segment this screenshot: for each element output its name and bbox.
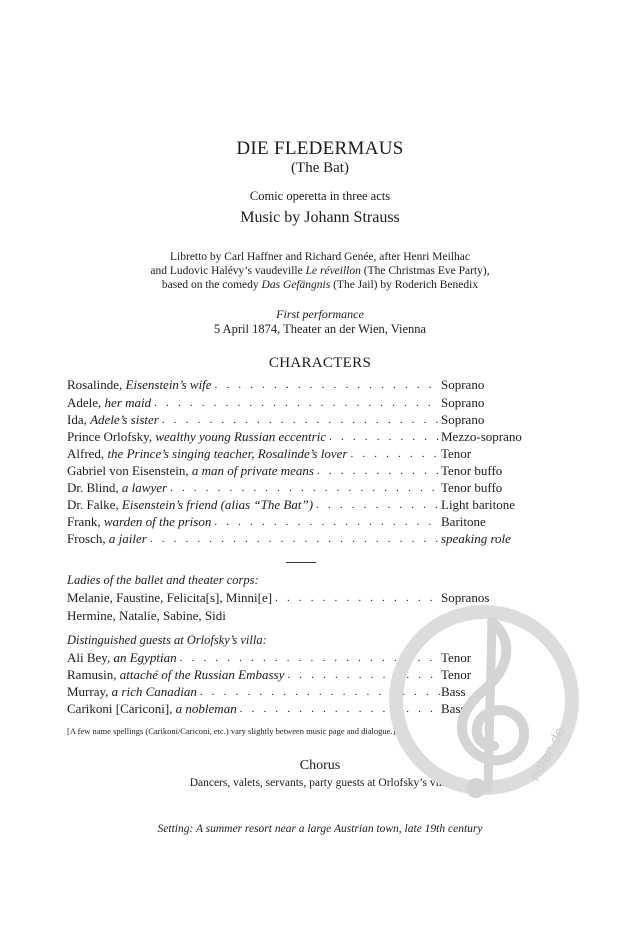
voice-type: Mezzo-soprano: [441, 429, 522, 444]
character-row: Dr. Falke, Eisenstein’s friend (alias “The Bat”) . . .: [67, 497, 440, 514]
voice-type: Tenor: [441, 667, 472, 682]
voice-type: Tenor buffo: [441, 463, 503, 478]
libretto-work-title: Das Gefängnis: [261, 279, 331, 291]
voice-type: Bass: [441, 701, 466, 716]
character-row: Rosalinde, Eisenstein’s wife . . .: [67, 377, 440, 394]
voice-type: speaking role: [441, 531, 511, 546]
character-row: Adele, her maid . . .: [67, 395, 440, 412]
page-title: DIE FLEDERMAUS: [236, 138, 404, 159]
voice-type: Soprano: [441, 377, 485, 392]
section-divider: [286, 562, 316, 563]
libretto-text: based on the comedy: [161, 279, 262, 291]
dot-leader: [162, 412, 440, 429]
dot-leader: [317, 463, 440, 480]
voice-type: Tenor: [441, 446, 472, 461]
character-row: Ida, Adele’s sister . . .: [67, 412, 440, 429]
genre-line: Comic operetta in three acts: [249, 189, 391, 203]
dot-leader: [215, 377, 440, 394]
libretto-line-2: [0, 265, 640, 277]
dot-leader: [150, 531, 440, 548]
dot-leader: [329, 429, 440, 446]
character-row: Prince Orlofsky, wealthy young Russian eccentric . . .: [67, 429, 440, 446]
character-row: Dr. Blind, a lawyer . . .: [67, 480, 440, 497]
dot-leader: [214, 514, 440, 531]
voice-type: Bass: [441, 684, 466, 699]
voice-type: Light baritone: [441, 497, 516, 512]
voice-type: Tenor buffo: [441, 480, 503, 495]
voice-type: Tenor: [441, 650, 472, 665]
voice-type: Sopranos: [441, 590, 490, 605]
character-row: Alfred, the Prince’s singing teacher, Rosalinde’s lover . . .: [67, 446, 440, 463]
first-performance-date: 5 April 1874, Theater an der Wien, Vienna: [213, 322, 427, 336]
guest-row: Carikoni [Cariconi], a nobleman . . .: [67, 701, 440, 718]
setting-line: Setting: A summer resort near a large Austrian town, late 19th century: [157, 823, 483, 835]
first-performance-label: First performance: [276, 307, 364, 321]
libretto-text: (The Jail) by Roderich Benedix: [330, 279, 479, 291]
page-subtitle: (The Bat): [291, 160, 349, 176]
dot-leader: [316, 497, 440, 514]
libretto-work-title: Le réveillon: [305, 265, 361, 277]
character-row: Frosch, a jailer . . .: [67, 531, 440, 548]
watermark-text: noten.de: [526, 724, 569, 784]
chorus-description: Dancers, valets, servants, party guests at Orlofsky’s villa: [189, 777, 451, 789]
voice-type: Baritone: [441, 514, 486, 529]
composer-line: Music by Johann Strauss: [240, 209, 400, 226]
libretto-line-1: Libretto by Carl Haffner and Richard Genée, after Henri Meilhac: [170, 251, 470, 263]
guest-row: Ali Bey, an Egyptian . . .: [67, 650, 440, 667]
libretto-text: and Ludovic Halévy’s vaudeville: [150, 265, 306, 277]
voice-type: Soprano: [441, 412, 485, 427]
ballet-names-line: Hermine, Natalie, Sabine, Sidi: [67, 608, 226, 623]
chorus-heading: Chorus: [299, 758, 341, 773]
watermark-treble-clef-icon: [388, 582, 580, 822]
ballet-row: Melanie, Faustine, Felicita[s], Minni[e] . . .: [67, 590, 440, 607]
libretto-text: (The Christmas Eve Party),: [360, 265, 490, 277]
guest-row: Murray, a rich Canadian . . .: [67, 684, 440, 701]
characters-heading: CHARACTERS: [268, 355, 372, 371]
libretto-line-3: [0, 279, 640, 291]
ballet-heading: Ladies of the ballet and theater corps:: [67, 573, 259, 587]
guest-row: Ramusin, attaché of the Russian Embassy . . .: [67, 667, 440, 684]
character-row: Gabriel von Eisenstein, a man of private means . . .: [67, 463, 440, 480]
voice-type: Soprano: [441, 395, 485, 410]
dot-leader: [170, 480, 440, 497]
dot-leader: [350, 446, 440, 463]
footnote: [A few name spellings (Carikoni/Cariconi, etc.) vary slightly between music page and dialogue.]: [67, 726, 396, 736]
guests-heading: Distinguished guests at Orlofsky’s villa:: [67, 633, 267, 647]
dot-leader: [154, 395, 440, 412]
character-row: Frank, warden of the prison . . .: [67, 514, 440, 531]
